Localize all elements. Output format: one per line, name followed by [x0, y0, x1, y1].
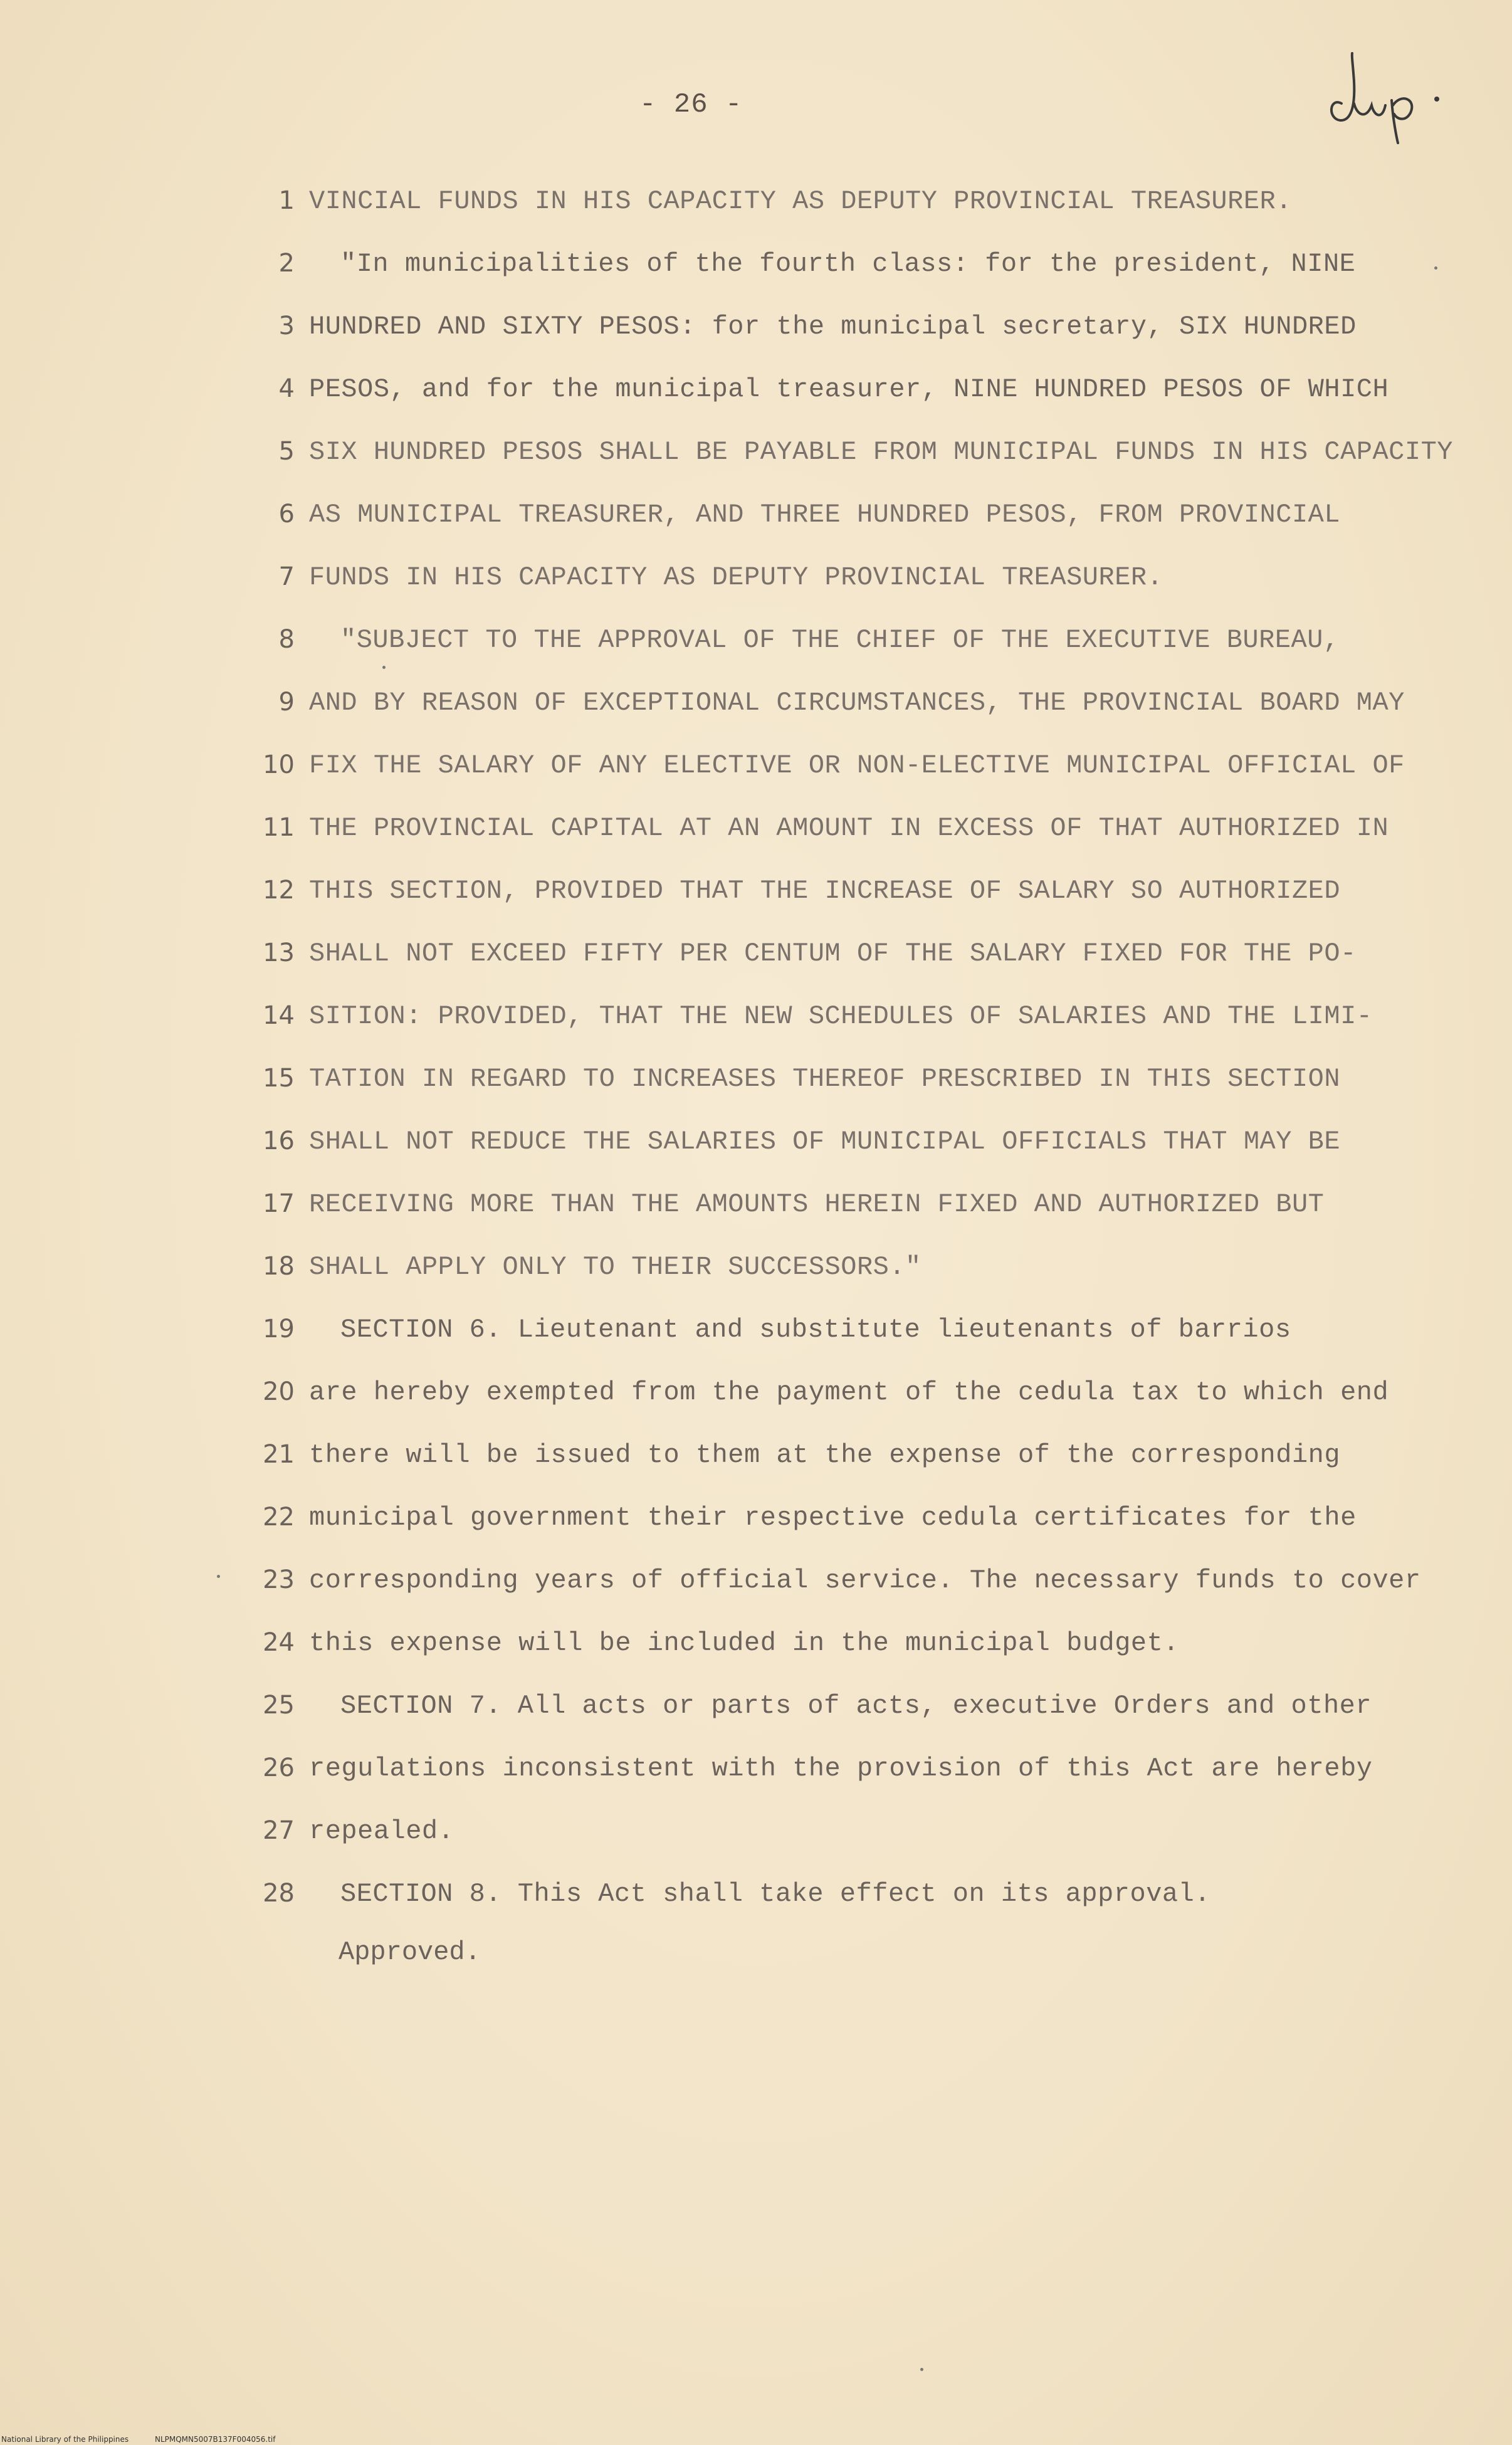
line-text: AS MUNICIPAL TREASURER, AND THREE HUNDRED PESOS, FROM PROVINCIAL: [309, 500, 1341, 530]
line-text: "In municipalities of the fourth class: for the president, NINE: [340, 249, 1356, 279]
text-line: [0, 1252, 1512, 1290]
line-number: 7: [278, 562, 295, 591]
line-number: 19: [263, 1315, 295, 1343]
text-line: [0, 1816, 1512, 1854]
line-number: 6: [278, 500, 295, 528]
line-number: 23: [263, 1565, 295, 1594]
line-text: repealed.: [309, 1816, 454, 1846]
line-number: 3: [278, 312, 295, 340]
paper-speck: [1434, 266, 1437, 270]
line-text: this expense will be included in the municipal budget.: [309, 1628, 1180, 1658]
line-number: 21: [263, 1440, 295, 1469]
text-line: [0, 374, 1512, 412]
line-number: 9: [278, 688, 295, 717]
line-text: SHALL NOT EXCEED FIFTY PER CENTUM OF THE SALARY FIXED FOR THE PO-: [309, 939, 1357, 969]
text-line: [0, 312, 1512, 349]
text-line: [0, 1440, 1512, 1478]
line-text: VINCIAL FUNDS IN HIS CAPACITY AS DEPUTY PROVINCIAL TREASURER.: [309, 186, 1292, 216]
line-number: 5: [278, 437, 295, 466]
scan-footer: [1, 2435, 299, 2444]
line-text: SECTION 6. Lieutenant and substitute lieutenants of barrios: [340, 1315, 1291, 1345]
text-line: [0, 1127, 1512, 1164]
line-number: 25: [263, 1691, 295, 1720]
line-text: are hereby exempted from the payment of the cedula tax to which end: [309, 1377, 1389, 1407]
line-text: SHALL APPLY ONLY TO THEIR SUCCESSORS.": [309, 1252, 921, 1282]
line-text: SITION: PROVIDED, THAT THE NEW SCHEDULES OF SALARIES AND THE LIMI-: [309, 1001, 1373, 1031]
line-text: FIX THE SALARY OF ANY ELECTIVE OR NON-ELECTIVE MUNICIPAL OFFICIAL OF: [309, 750, 1405, 781]
text-line: [0, 939, 1512, 976]
text-line: [0, 1565, 1512, 1603]
line-text: regulations inconsistent with the provision of this Act are hereby: [309, 1754, 1373, 1784]
text-line: [0, 1503, 1512, 1540]
line-number: 27: [263, 1816, 295, 1845]
line-number: 1: [278, 186, 295, 215]
line-text: THE PROVINCIAL CAPITAL AT AN AMOUNT IN EXCESS OF THAT AUTHORIZED IN: [309, 813, 1389, 843]
line-number: 12: [263, 876, 295, 905]
line-number: 4: [278, 374, 295, 403]
line-text: THIS SECTION, PROVIDED THAT THE INCREASE OF SALARY SO AUTHORIZED: [309, 876, 1341, 906]
text-line: [0, 1377, 1512, 1415]
text-line: [0, 1315, 1512, 1352]
line-text: SHALL NOT REDUCE THE SALARIES OF MUNICIPAL OFFICIALS THAT MAY BE: [309, 1127, 1341, 1157]
footer-source: National Library of the Philippines: [1, 2435, 129, 2444]
text-line: [0, 1754, 1512, 1791]
line-text: there will be issued to them at the expense of the corresponding: [309, 1440, 1341, 1470]
line-number: 2: [278, 249, 295, 278]
line-text: SECTION 7. All acts or parts of acts, executive Orders and other: [340, 1691, 1372, 1721]
line-number: 13: [263, 939, 295, 967]
line-text: SECTION 8. This Act shall take effect on its approval.: [340, 1879, 1211, 1909]
text-line: [0, 1001, 1512, 1039]
text-line: [0, 625, 1512, 663]
line-number: 11: [263, 813, 295, 842]
text-line: [0, 813, 1512, 851]
line-text: SIX HUNDRED PESOS SHALL BE PAYABLE FROM MUNICIPAL FUNDS IN HIS CAPACITY: [309, 437, 1453, 467]
footer-file: NLPMQMN5007B137F004056.tif: [154, 2435, 276, 2444]
line-number: 15: [263, 1064, 295, 1093]
text-line: [0, 437, 1512, 475]
text-line: [0, 1064, 1512, 1102]
line-number: 16: [263, 1127, 295, 1155]
text-line: [0, 1879, 1512, 1917]
line-text: PESOS, and for the municipal treasurer, NINE HUNDRED PESOS OF WHICH: [309, 374, 1389, 404]
line-number: 18: [263, 1252, 295, 1281]
line-number: 10: [263, 750, 295, 779]
paper-speck: [382, 666, 386, 669]
text-line: [0, 500, 1512, 537]
line-text: municipal government their respective cedula certificates for the: [309, 1503, 1357, 1533]
paper-speck: [920, 2368, 923, 2371]
text-line: [0, 1189, 1512, 1227]
closing-approved: Approved.: [339, 1937, 481, 1967]
line-text: AND BY REASON OF EXCEPTIONAL CIRCUMSTANCES, THE PROVINCIAL BOARD MAY: [309, 688, 1405, 718]
page-number: - 26 -: [639, 89, 743, 120]
line-text: corresponding years of official service. The necessary funds to cover: [309, 1565, 1421, 1596]
line-number: 17: [263, 1189, 295, 1218]
line-text: TATION IN REGARD TO INCREASES THEREOF PRESCRIBED IN THIS SECTION: [309, 1064, 1341, 1094]
paper-speck: [217, 1575, 220, 1578]
text-line: [0, 186, 1512, 224]
text-line: [0, 750, 1512, 788]
line-text: HUNDRED AND SIXTY PESOS: for the municipal secretary, SIX HUNDRED: [309, 312, 1357, 342]
text-line: [0, 876, 1512, 913]
text-line: [0, 562, 1512, 600]
line-number: 20: [263, 1377, 295, 1406]
line-number: 14: [263, 1001, 295, 1030]
line-text: FUNDS IN HIS CAPACITY AS DEPUTY PROVINCIAL TREASURER.: [309, 562, 1163, 592]
line-text: "SUBJECT TO THE APPROVAL OF THE CHIEF OF THE EXECUTIVE BUREAU,: [340, 625, 1340, 655]
text-line: [0, 1628, 1512, 1666]
text-line: [0, 1691, 1512, 1728]
text-line: [0, 688, 1512, 725]
line-number: 24: [263, 1628, 295, 1657]
line-number: 26: [263, 1754, 295, 1782]
line-number: 22: [263, 1503, 295, 1532]
text-line: [0, 249, 1512, 287]
line-number: 28: [263, 1879, 295, 1908]
line-text: RECEIVING MORE THAN THE AMOUNTS HEREIN FIXED AND AUTHORIZED BUT: [309, 1189, 1325, 1219]
line-number: 8: [278, 625, 295, 654]
